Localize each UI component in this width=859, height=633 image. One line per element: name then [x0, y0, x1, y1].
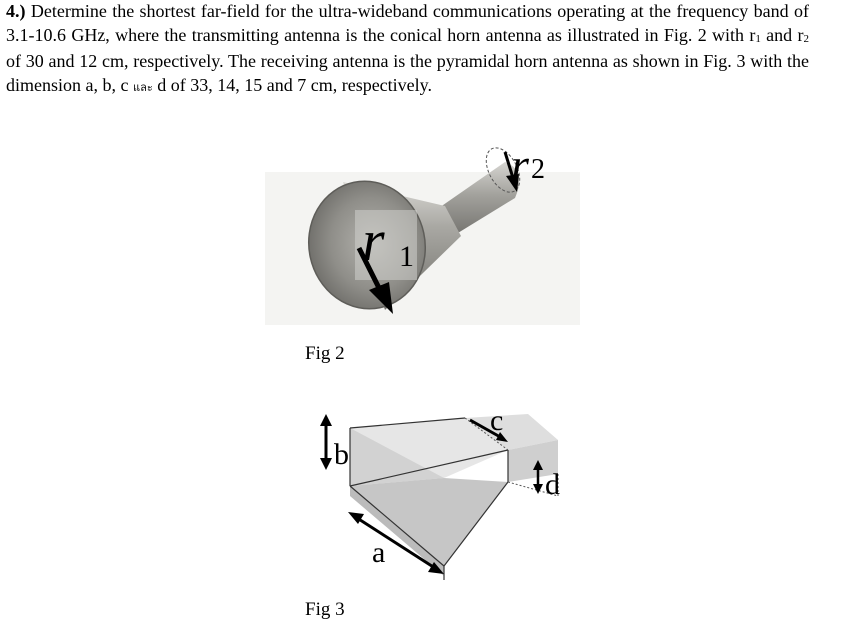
figure-2-conical-horn	[265, 140, 580, 325]
r2-subscript: 2	[803, 32, 809, 45]
b-label: b	[334, 438, 349, 471]
r2-label-subscript: 2	[531, 154, 545, 185]
problem-statement	[6, 0, 809, 99]
problem-text-part-3: of 30 and 12 cm, respectively. The receiving antenna is the pyramidal horn antenna as shown in Fig. 3 with the dimension a, b, c	[6, 51, 809, 95]
b-arrowhead-top	[320, 414, 332, 426]
problem-text-part-1: Determine the shortest far-field for the ultra-wideband communications operating at the frequency band of 3.1-10.6 GHz, where the transmitting antenna is the conical horn antenna as illustrated in Fig. 2 with r	[6, 1, 809, 45]
figure-3-caption: Fig 3	[305, 599, 345, 620]
r1-subscript: 1	[755, 32, 761, 45]
d-arrowhead-bottom	[533, 484, 543, 494]
r2-label: r	[511, 140, 529, 190]
a-label: a	[372, 536, 386, 569]
problem-text-part-2: and r	[760, 24, 804, 45]
thai-conjunction: และ	[132, 80, 153, 94]
b-arrowhead-bottom	[320, 458, 332, 470]
d-label: d	[545, 468, 560, 501]
problem-number: 4.)	[6, 1, 26, 21]
problem-text-part-4: d of 33, 14, 15 and 7 cm, respectively.	[152, 74, 432, 95]
r1-label-subscript: 1	[399, 240, 414, 273]
r1-label: r	[362, 208, 385, 273]
figure-2-caption: Fig 2	[305, 343, 345, 364]
c-label: c	[490, 404, 504, 437]
figure-3-pyramidal-horn	[310, 400, 580, 590]
